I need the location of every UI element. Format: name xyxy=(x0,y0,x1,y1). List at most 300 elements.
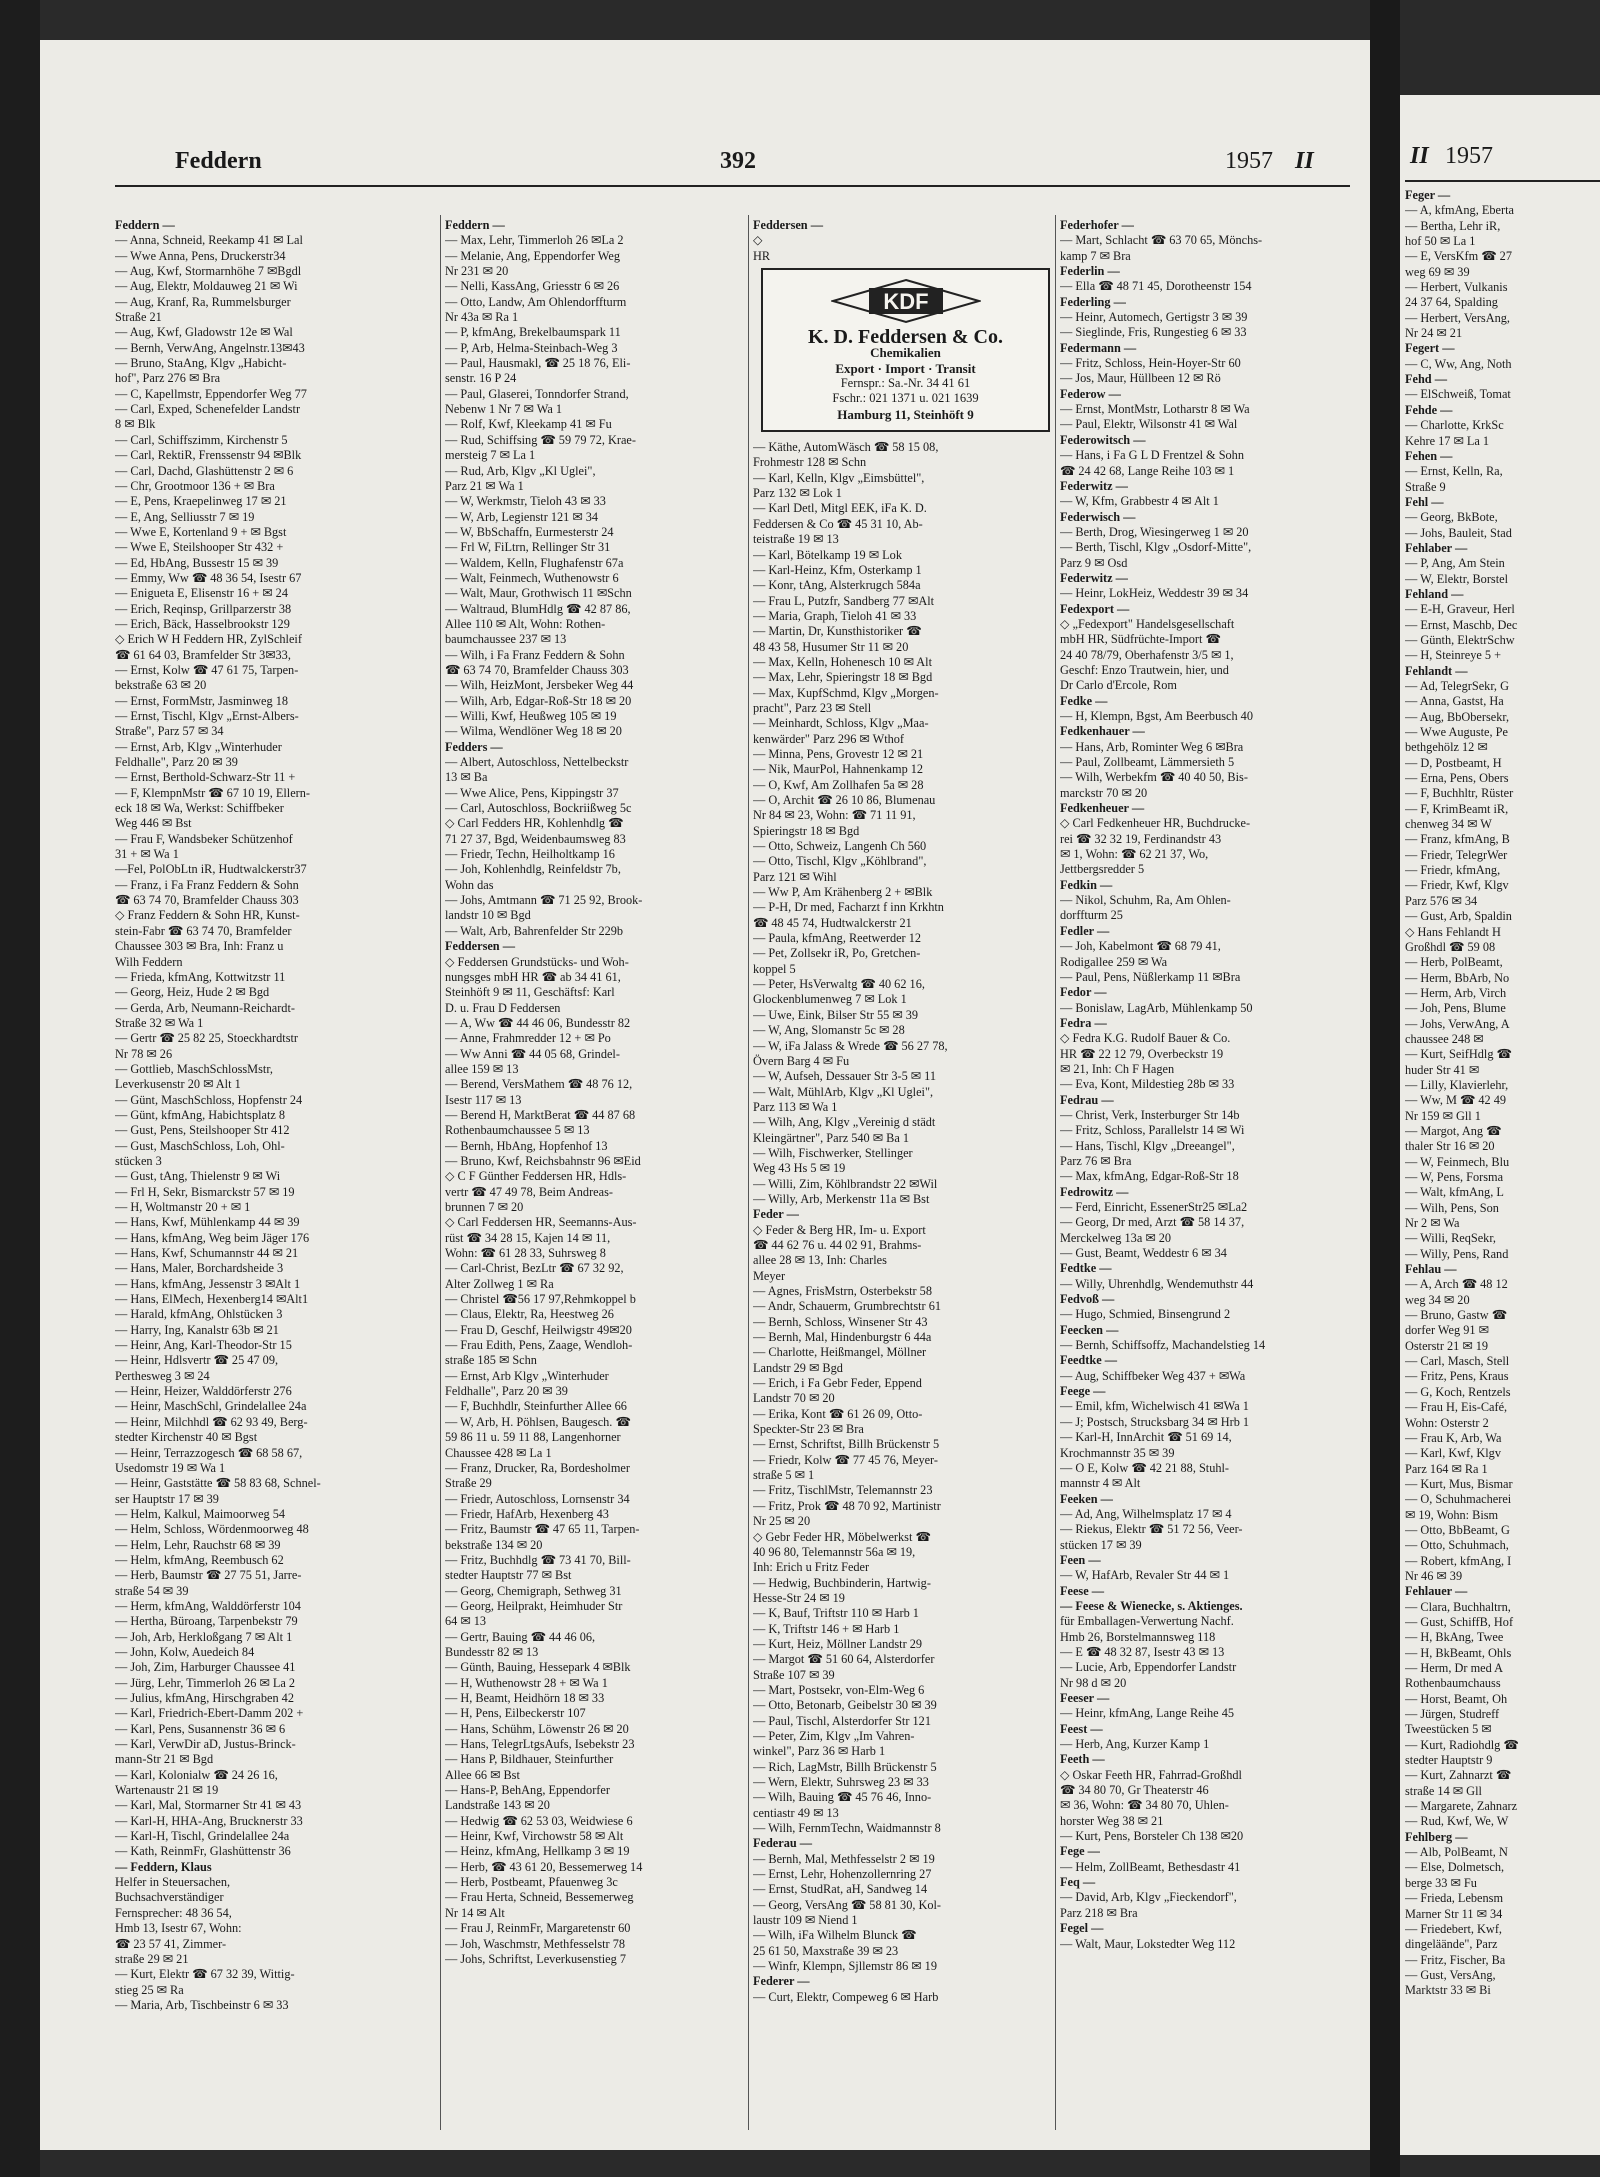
directory-entry: — Karl-Heinz, Kfm, Osterkamp 1 xyxy=(753,562,922,577)
running-head: Feddern xyxy=(175,148,262,174)
directory-entry: — Kurt, Elektr ☎ 67 32 39, Wittig- xyxy=(115,1967,295,1982)
directory-entry: dorfer Weg 91 ✉ xyxy=(1405,1323,1489,1338)
directory-entry: — Herm, Arb, Virch xyxy=(1405,985,1507,1000)
directory-entry: 71 27 37, Bgd, Weidenbaumsweg 83 xyxy=(445,831,626,846)
directory-entry: — Fritz, Buchhdlg ☎ 73 41 70, Bill- xyxy=(445,1552,631,1567)
directory-entry: Spieringstr 18 ✉ Bgd xyxy=(753,823,860,838)
directory-entry: — Erna, Pens, Obers xyxy=(1405,771,1509,786)
directory-entry: — Frau H, Eis-Café, xyxy=(1405,1400,1508,1415)
directory-entry: Landstr 29 ✉ Bgd xyxy=(753,1360,843,1375)
directory-entry: — Georg, VersAng ☎ 58 81 30, Kol- xyxy=(753,1897,942,1912)
directory-entry: Feen — xyxy=(1060,1552,1101,1567)
directory-entry: Speckter-Str 23 ✉ Bra xyxy=(753,1422,864,1437)
directory-entry: Rothenbaumchaussee 5 ✉ 13 xyxy=(445,1123,590,1138)
directory-entry: — Wilh, Bauing ☎ 45 76 46, Inno- xyxy=(753,1790,932,1805)
directory-entry: — Wwe Alice, Pens, Kippingstr 37 xyxy=(445,785,619,800)
directory-entry: — Erika, Kont ☎ 61 26 09, Otto- xyxy=(753,1406,923,1421)
directory-entry: — W, Werkmstr, Tieloh 43 ✉ 33 xyxy=(445,494,606,509)
directory-entry: — F, KlempnMstr ☎ 67 10 19, Ellern- xyxy=(115,785,311,800)
directory-entry: Fedra — xyxy=(1060,1015,1107,1030)
directory-entry: Nr 43a ✉ Ra 1 xyxy=(445,310,519,325)
directory-entry: — Fritz, Fischer, Ba xyxy=(1405,1952,1506,1967)
directory-entry: allee 159 ✉ 13 xyxy=(445,1061,519,1076)
directory-entry: — E-H, Graveur, Herl xyxy=(1405,602,1515,617)
directory-entry: — Mart, Postsekr, von-Elm-Weg 6 xyxy=(753,1682,925,1697)
directory-entry: berge 33 ✉ Fu xyxy=(1405,1875,1477,1890)
directory-entry: 40 96 80, Telemannstr 56a ✉ 19, xyxy=(753,1544,916,1559)
directory-entry: Alter Zollweg 1 ✉ Ra xyxy=(445,1276,554,1291)
directory-entry: — Paul, Hausmakl, ☎ 25 18 76, Eli- xyxy=(445,356,631,371)
directory-entry: — Johs, Schriftst, Leverkusenstieg 7 xyxy=(445,1951,627,1966)
directory-entry: — David, Arb, Klgv „Fieckendorf", xyxy=(1060,1890,1237,1905)
directory-entry: Nr 24 ✉ 21 xyxy=(1405,326,1463,341)
directory-entry: — W, Arb, H. Pöhlsen, Baugesch. ☎ xyxy=(445,1414,631,1429)
directory-entry: Marner Str 11 ✉ 34 xyxy=(1405,1906,1503,1921)
directory-entry: — Otto, Tischl, Klgv „Köhlbrand", xyxy=(753,854,927,869)
directory-entry: — Paula, kfmAng, Reetwerder 12 xyxy=(753,931,922,946)
directory-entry: Tweestücken 5 ✉ xyxy=(1405,1722,1492,1737)
directory-entry: — Rolf, Kwf, Kleekamp 41 ✉ Fu xyxy=(445,417,612,432)
directory-entry: — E, VersKfm ☎ 27 xyxy=(1405,249,1512,264)
directory-entry: Parz 218 ✉ Bra xyxy=(1060,1905,1138,1920)
directory-entry: kamp 7 ✉ Bra xyxy=(1060,248,1131,263)
directory-entry: — W, Aufseh, Dessauer Str 3-5 ✉ 11 xyxy=(753,1069,937,1084)
directory-entry: — W, Arb, Legienstr 121 ✉ 34 xyxy=(445,509,599,524)
directory-entry: Federwisch — xyxy=(1060,509,1136,524)
directory-entry: — Sieglinde, Fris, Rungestieg 6 ✉ 33 xyxy=(1060,325,1247,340)
directory-entry: — Wwe Auguste, Pe xyxy=(1405,725,1508,740)
directory-entry: — Rud, Kwf, We, W xyxy=(1405,1814,1509,1829)
directory-entry: — Wilh, Arb, Edgar-Roß-Str 18 ✉ 20 xyxy=(445,693,632,708)
directory-entry: — Ella ☎ 48 71 45, Dorotheenstr 154 xyxy=(1060,279,1252,294)
directory-entry: — Käthe, AutomWäsch ☎ 58 15 08, xyxy=(753,440,939,455)
directory-entry: — Paul, Pens, Nüßlerkamp 11 ✉Bra xyxy=(1060,969,1241,984)
directory-entry: marckstr 70 ✉ 20 xyxy=(1060,785,1148,800)
directory-entry: Federhofer — xyxy=(1060,218,1134,232)
directory-entry: Krochmannstr 35 ✉ 39 xyxy=(1060,1445,1175,1460)
directory-entry: pracht", Parz 23 ✉ Stell xyxy=(753,700,872,715)
directory-entry: Feeth — xyxy=(1060,1752,1105,1767)
directory-entry: — Ernst, Berthold-Schwarz-Str 11 + xyxy=(115,770,296,785)
directory-entry: — Carl, Exped, Schenefelder Landstr xyxy=(115,402,301,417)
directory-entry: — Rud, Arb, Klgv „Kl Uglei", xyxy=(445,463,596,478)
column-divider xyxy=(748,215,749,2130)
directory-entry: mann-Str 21 ✉ Bgd xyxy=(115,1752,214,1767)
directory-entry: stücken 3 xyxy=(115,1153,162,1168)
column-2 xyxy=(445,218,745,1967)
directory-entry: Feege — xyxy=(1060,1384,1106,1399)
directory-entry: bekstraße 134 ✉ 20 xyxy=(445,1537,543,1552)
directory-entry: Frohmestr 128 ✉ Schn xyxy=(753,455,867,470)
directory-entry: — Johs, Amtmann ☎ 71 25 92, Brook- xyxy=(445,893,643,908)
directory-entry: — Wilh, iFa Wilhelm Blunck ☎ xyxy=(753,1928,917,1943)
directory-entry: — O, Kwf, Am Zollhafen 5a ✉ 28 xyxy=(753,777,924,792)
directory-entry: — Heinr, Terrazzogesch ☎ 68 58 67, xyxy=(115,1445,303,1460)
directory-entry: ☎ 63 74 70, Bramfelder Chauss 303 xyxy=(115,893,299,908)
directory-entry: Kehre 17 ✉ La 1 xyxy=(1405,433,1490,448)
directory-entry: — Wilma, Wendlöner Weg 18 ✉ 20 xyxy=(445,724,622,739)
directory-entry: — Frau J, ReinmFr, Margaretenstr 60 xyxy=(445,1921,631,1936)
directory-entry: vertr ☎ 47 49 78, Beim Andreas- xyxy=(445,1184,613,1199)
ad-subtitle: Chemikalien xyxy=(870,345,941,361)
directory-entry: — Karl, Kolonialw ☎ 24 26 16, xyxy=(115,1767,278,1782)
directory-entry: — Bernh, Schiffsoffz, Machandelstieg 14 xyxy=(1060,1338,1266,1353)
directory-entry: bekstraße 63 ✉ 20 xyxy=(115,678,207,693)
directory-entry: — K, Bauf, Triftstr 110 ✉ Harb 1 xyxy=(753,1606,919,1621)
directory-entry: — Frieda, Lebensm xyxy=(1405,1891,1504,1906)
directory-entry: — Paul, Elektr, Wilsonstr 41 ✉ Wal xyxy=(1060,417,1238,432)
directory-entry: — Ernst, Kelln, Ra, xyxy=(1405,464,1503,479)
directory-entry: Nr 159 ✉ Gll 1 xyxy=(1405,1108,1481,1123)
directory-entry: Feest — xyxy=(1060,1721,1103,1736)
directory-entry: — Heinr, MaschSchl, Grindelallee 24a xyxy=(115,1399,307,1414)
directory-entry: — Bernh, VerwAng, Angelnstr.13✉43 xyxy=(115,340,305,355)
page-number: 392 xyxy=(720,148,756,174)
directory-entry: — Helm, ZollBeamt, Bethesdastr 41 xyxy=(1060,1859,1241,1874)
directory-entry: — Andr, Schauerm, Grumbrechtstr 61 xyxy=(753,1299,942,1314)
directory-entry: — Rich, LagMstr, Billh Brückenstr 5 xyxy=(753,1759,937,1774)
directory-entry: — Rud, Schiffsing ☎ 59 79 72, Krae- xyxy=(445,432,636,447)
directory-entry: — Hans, Maler, Borchardsheide 3 xyxy=(115,1261,284,1276)
directory-entry: — Ww P, Am Krähenberg 2 + ✉Blk xyxy=(753,885,933,900)
directory-entry: — H, Woltmanstr 20 + ✉ 1 xyxy=(115,1200,251,1214)
directory-entry: — Frau F, Wandsbeker Schützenhof xyxy=(115,831,293,846)
directory-entry: — Georg, Chemigraph, Sethweg 31 xyxy=(445,1583,622,1598)
directory-entry: — Agnes, FrisMstrn, Osterbekstr 58 xyxy=(753,1284,932,1298)
directory-entry: — P-H, Dr med, Facharzt f inn Krkhtn xyxy=(753,900,944,915)
directory-entry: Wohn: ☎ 61 28 33, Suhrsweg 8 xyxy=(445,1246,606,1261)
directory-entry: — Friedebert, Kwf, xyxy=(1405,1921,1502,1936)
directory-entry: Feldhalle", Parz 20 ✉ 39 xyxy=(115,755,238,770)
directory-entry: — Frieda, kfmAng, Kottwitzstr 11 xyxy=(115,969,286,984)
directory-entry: — Max, Lehr, Spieringstr 18 ✉ Bgd xyxy=(753,670,933,685)
directory-entry: Nr 231 ✉ 20 xyxy=(445,264,509,279)
directory-entry: Parz 113 ✉ Wa 1 xyxy=(753,1099,838,1114)
directory-entry: — F, Buchhdlr, Steinfurther Allee 66 xyxy=(445,1399,627,1414)
directory-entry: — Carl, Schiffszimm, Kirchenstr 5 xyxy=(115,432,288,447)
directory-entry: laustr 109 ✉ Niend 1 xyxy=(753,1913,858,1928)
directory-entry: — Willy, Pens, Rand xyxy=(1405,1246,1509,1261)
directory-entry: Nr 84 ✉ 23, Wohn: ☎ 71 11 91, xyxy=(753,808,916,823)
directory-entry: 13 ✉ Ba xyxy=(445,770,488,785)
directory-entry: — Riekus, Elektr ☎ 51 72 56, Veer- xyxy=(1060,1522,1243,1537)
directory-entry: Nebenw 1 Nr 7 ✉ Wa 1 xyxy=(445,402,563,417)
directory-entry: ☎ 48 45 74, Hudtwalckerstr 21 xyxy=(753,915,912,930)
directory-entry: teistraße 19 ✉ 13 xyxy=(753,532,839,547)
directory-entry: ◇ Hans Fehlandt H xyxy=(1405,924,1501,939)
directory-entry: kenwärder" Parz 296 ✉ Wthof xyxy=(753,731,904,746)
directory-entry: Federwitz — xyxy=(1060,570,1128,585)
directory-entry: — Curt, Elektr, Compeweg 6 ✉ Harb xyxy=(753,1989,939,2004)
directory-entry: — Enigueta E, Elisenstr 16 + ✉ 24 xyxy=(115,586,288,601)
directory-entry: ◇ Franz Feddern & Sohn HR, Kunst- xyxy=(115,908,300,923)
directory-entry: Fedkenheuer — xyxy=(1060,801,1145,816)
directory-entry: — Heinr, Automech, Gertigstr 3 ✉ 39 xyxy=(1060,310,1248,325)
directory-entry: Fedrau — xyxy=(1060,1092,1114,1107)
directory-entry: — Fritz, Pens, Kraus xyxy=(1405,1369,1509,1384)
directory-entry: ◇ Feder & Berg HR, Im- u. Export xyxy=(753,1222,926,1237)
directory-entry: ◇ Oskar Feeth HR, Fahrrad-Großhdl xyxy=(1060,1767,1242,1782)
directory-entry: — Feese & Wienecke, s. Aktienges. xyxy=(1060,1598,1243,1613)
directory-entry: Feder — xyxy=(753,1207,799,1222)
directory-entry: — Fritz, Schloss, Hein-Hoyer-Str 60 xyxy=(1060,356,1241,371)
directory-entry: Federau — xyxy=(753,1836,813,1851)
directory-entry: — Karl, Kwf, Klgv xyxy=(1405,1446,1501,1461)
directory-entry: — Max, Kelln, Hohenesch 10 ✉ Alt xyxy=(753,654,933,669)
directory-entry: — Kurt, Pens, Borsteler Ch 138 ✉20 xyxy=(1060,1829,1244,1844)
column-3 xyxy=(753,218,1050,2005)
directory-entry: — Ernst, FormMstr, Jasminweg 18 xyxy=(115,693,289,708)
directory-entry: — C, Kapellmstr, Eppendorfer Weg 77 xyxy=(115,386,307,401)
directory-entry: — W, BbSchaffn, Eurmesterstr 24 xyxy=(445,524,614,539)
directory-entry: — Helm, kfmAng, Reembusch 62 xyxy=(115,1552,284,1567)
directory-entry: — Max, KupfSchmd, Klgv „Morgen- xyxy=(753,685,939,700)
directory-entry: stedter Hauptstr 9 xyxy=(1405,1753,1493,1768)
directory-entry: mbH HR, Südfrüchte-Import ☎ xyxy=(1060,632,1221,647)
directory-entry: — H, Klempn, Bgst, Am Beerbusch 40 xyxy=(1060,709,1253,723)
directory-page xyxy=(40,40,1370,2150)
directory-entry: ✉ 36, Wohn: ☎ 34 80 70, Uhlen- xyxy=(1060,1798,1229,1813)
directory-entry: Großhdl ☎ 59 08 xyxy=(1405,939,1496,954)
scan-left-edge xyxy=(0,0,40,2177)
directory-entry: — A, Arch ☎ 48 12 xyxy=(1405,1277,1508,1292)
ad-trade: Export · Import · Transit xyxy=(835,360,976,376)
directory-entry: — Friedr, Techn, Heilholtkamp 16 xyxy=(445,847,615,862)
directory-entry: — Heinz, kfmAng, Hellkamp 3 ✉ 19 xyxy=(445,1844,630,1859)
directory-entry: — Frau K, Arb, Wa xyxy=(1405,1430,1502,1445)
directory-entry: — Jürg, Lehr, Timmerloh 26 ✉ La 2 xyxy=(115,1675,296,1690)
directory-entry: — Walt, kfmAng, L xyxy=(1405,1185,1504,1200)
directory-entry: — Wwe E, Kortenland 9 + ✉ Bgst xyxy=(115,524,287,539)
directory-entry: — Ww, M ☎ 42 49 xyxy=(1405,1093,1507,1108)
directory-entry: — Karl-H, InnArchit ☎ 51 69 14, xyxy=(1060,1430,1232,1445)
directory-entry: — Gertr ☎ 25 82 25, Stoeckhardtstr xyxy=(115,1031,299,1046)
directory-entry: Inh: Erich u Fritz Feder xyxy=(753,1560,870,1575)
directory-entry: — Aug, Kwf, Gladowstr 12e ✉ Wal xyxy=(115,325,293,340)
directory-entry: — Peter, Zim, Klgv „Im Vahren- xyxy=(753,1728,915,1743)
directory-entry: — Heinr, Milchhdl ☎ 62 93 49, Berg- xyxy=(115,1414,308,1429)
directory-entry: Feddersen — xyxy=(753,218,824,232)
directory-entry: — A, Ww ☎ 44 46 06, Bundesstr 82 xyxy=(445,1015,631,1030)
directory-entry: — Emil, kfm, Wichelwisch 41 ✉Wa 1 xyxy=(1060,1399,1249,1414)
directory-entry: — Wilh, Ang, Klgv „Vereinig d städt xyxy=(753,1115,936,1130)
directory-entry: Fedke — xyxy=(1060,693,1108,708)
directory-entry: — Georg, Heiz, Hude 2 ✉ Bgd xyxy=(115,985,270,1000)
directory-entry: — Günth, ElektrSchw xyxy=(1405,632,1515,647)
directory-entry: — Frau Edith, Pens, Zaage, Wendloh- xyxy=(445,1338,633,1353)
directory-entry: — Willi, Kwf, Heußweg 105 ✉ 19 xyxy=(445,709,617,723)
directory-entry: — Carl-Christ, BezLtr ☎ 67 32 92, xyxy=(445,1261,624,1276)
directory-entry: — Friedr, Kolw ☎ 77 45 76, Meyer- xyxy=(753,1452,938,1467)
directory-entry: — Ernst, Tischl, Klgv „Ernst-Albers- xyxy=(115,709,299,723)
directory-entry: — P, Ang, Am Stein xyxy=(1405,556,1505,571)
directory-entry: Federlin — xyxy=(1060,264,1120,279)
directory-entry: — Carl, Autoschloss, Bockriißweg 5c xyxy=(445,801,632,816)
directory-entry: Federowitsch — xyxy=(1060,432,1146,447)
directory-entry: straße 185 ✉ Schn xyxy=(445,1353,537,1368)
directory-entry: Buchsachverständiger xyxy=(115,1890,224,1905)
directory-entry: stein-Fabr ☎ 63 74 70, Bramfelder xyxy=(115,923,292,938)
header-rule xyxy=(115,185,1350,187)
directory-entry: — Aug, Kwf, Stormarnhöhe 7 ✉Bgdl xyxy=(115,264,302,279)
directory-entry: — Hans, ElMech, Hexenberg14 ✉Alt1 xyxy=(115,1292,309,1307)
directory-entry: — Ernst, Lehr, Hohenzollernring 27 xyxy=(753,1867,932,1882)
directory-entry: straße 54 ✉ 39 xyxy=(115,1583,189,1598)
directory-entry: — Willy, Uhrenhdlg, Wendemuthstr 44 xyxy=(1060,1276,1254,1291)
directory-entry: — Ernst, Arb Klgv „Winterhuder xyxy=(445,1368,609,1383)
directory-entry: Hmb 26, Borstelmannsweg 118 xyxy=(1060,1629,1216,1644)
directory-entry: stieg 25 ✉ Ra xyxy=(115,1982,184,1997)
directory-entry: — Karl, Pens, Susannenstr 36 ✉ 6 xyxy=(115,1721,286,1736)
directory-entry: — Gust, Arb, Spaldin xyxy=(1405,909,1512,924)
directory-entry: — Fritz, Prok ☎ 48 70 92, Martinistr xyxy=(753,1498,941,1513)
directory-entry: — Friedr, kfmAng, xyxy=(1405,863,1501,878)
directory-entry: — Herb, Ang, Kurzer Kamp 1 xyxy=(1060,1737,1210,1752)
directory-entry: — Margot ☎ 51 60 64, Alsterdorfer xyxy=(753,1652,935,1667)
directory-entry: — Karl, VerwDir aD, Justus-Brinck- xyxy=(115,1737,296,1752)
directory-entry: — Berth, Drog, Wiesingerweg 1 ✉ 20 xyxy=(1060,524,1249,539)
directory-entry: — Helm, Lehr, Rauchstr 68 ✉ 39 xyxy=(115,1537,281,1552)
directory-entry: Isestr 117 ✉ 13 xyxy=(445,1092,522,1107)
directory-entry: — Herbert, VersAng, xyxy=(1405,310,1510,325)
directory-entry: — Minna, Pens, Grovestr 12 ✉ 21 xyxy=(753,746,924,761)
directory-entry: stedter Kirchenstr 40 ✉ Bgst xyxy=(115,1430,258,1445)
directory-entry: — Willi, ReqSekr, xyxy=(1405,1231,1497,1246)
directory-entry: — O, Archit ☎ 26 10 86, Blumenau xyxy=(753,793,936,807)
directory-entry: Jettbergsredder 5 xyxy=(1060,862,1145,877)
directory-entry: — Friedr, HafArb, Hexenberg 43 xyxy=(445,1506,609,1521)
directory-entry: — Herb, PolBeamt, xyxy=(1405,955,1503,970)
advertisement-kdf xyxy=(761,268,1050,432)
directory-entry: Feger — xyxy=(1405,188,1451,202)
directory-entry: Nr 98 d ✉ 20 xyxy=(1060,1675,1127,1690)
directory-entry: Landstr 70 ✉ 20 xyxy=(753,1391,835,1406)
directory-entry: — Heinr, Hdlsvertr ☎ 25 47 09, xyxy=(115,1353,279,1368)
directory-entry: — W, Elektr, Borstel xyxy=(1405,571,1508,586)
directory-entry: Fehlau — xyxy=(1405,1262,1457,1277)
directory-entry: Fehen — xyxy=(1405,448,1453,463)
directory-entry: Straße 107 ✉ 39 xyxy=(753,1667,835,1682)
directory-entry: — W, Pens, Forsma xyxy=(1405,1170,1504,1184)
directory-entry: Nr 14 ✉ Alt xyxy=(445,1905,505,1920)
directory-entry: Fedkin — xyxy=(1060,877,1113,892)
directory-entry: Chaussee 303 ✉ Bra, Inh: Franz u xyxy=(115,939,284,954)
directory-entry: Geschf: Enzo Trautwein, hier, und xyxy=(1060,662,1229,677)
directory-entry: Perthesweg 3 ✉ 24 xyxy=(115,1368,210,1383)
directory-entry: landstr 10 ✉ Bgd xyxy=(445,908,531,923)
directory-entry: Fehd — xyxy=(1405,372,1448,387)
directory-entry: hof", Parz 276 ✉ Bra xyxy=(115,371,221,386)
directory-entry: ◇ Fedra K.G. Rudolf Bauer & Co. xyxy=(1060,1031,1231,1046)
directory-entry: — Joh, Pens, Blume xyxy=(1405,1001,1506,1016)
directory-entry: Wartenaustr 21 ✉ 19 xyxy=(115,1783,219,1798)
directory-entry: — Walt, Feinmech, Wuthenowstr 6 xyxy=(445,570,619,585)
directory-entry: — H, Steinreye 5 + xyxy=(1405,648,1502,663)
directory-entry: Feecken — xyxy=(1060,1322,1119,1337)
directory-entry: — Fritz, Baumstr ☎ 47 65 11, Tarpen- xyxy=(445,1522,640,1537)
column-divider xyxy=(440,215,441,2130)
directory-entry: Feddern — xyxy=(445,218,505,232)
directory-entry: — Otto, Betonarb, Geibelstr 30 ✉ 39 xyxy=(753,1698,937,1713)
directory-entry: Nr 46 ✉ 39 xyxy=(1405,1568,1463,1583)
directory-entry: — Otto, Schweiz, Langenh Ch 560 xyxy=(753,839,927,854)
directory-entry: — Berend, VersMathem ☎ 48 76 12, xyxy=(445,1077,633,1092)
directory-entry: HR ☎ 22 12 79, Overbeckstr 19 xyxy=(1060,1046,1224,1061)
directory-entry: — O E, Kolw ☎ 42 21 88, Stuhl- xyxy=(1060,1460,1230,1475)
directory-entry: — E, Pens, Kraepelinweg 17 ✉ 21 xyxy=(115,494,287,509)
directory-entry: Parz 21 ✉ Wa 1 xyxy=(445,478,524,493)
directory-entry: — Ernst, StudRat, aH, Sandweg 14 xyxy=(753,1882,928,1897)
directory-entry: — Anna, Gastst, Ha xyxy=(1405,694,1504,709)
directory-entry: 59 86 11 u. 59 11 88, Langenhorner xyxy=(445,1430,621,1445)
directory-entry: — Franz, kfmAng, B xyxy=(1405,832,1510,847)
directory-entry: — Bernh, Mal, Methfesselstr 2 ✉ 19 xyxy=(753,1851,935,1866)
directory-entry: straße 5 ✉ 1 xyxy=(753,1468,815,1483)
directory-entry: — W, iFa Jalass & Wrede ☎ 56 27 78, xyxy=(753,1038,948,1053)
directory-entry: — Hans, kfmAng, Jessenstr 3 ✉Alt 1 xyxy=(115,1276,301,1291)
directory-entry: Wohn: Osterstr 2 xyxy=(1405,1415,1489,1430)
directory-entry: — Georg, BkBote, xyxy=(1405,510,1498,525)
directory-entry: — John, Kolw, Auedeich 84 xyxy=(115,1644,255,1659)
directory-entry: Straße", Parz 57 ✉ 34 xyxy=(115,724,224,739)
directory-entry: — Heinr, Ang, Karl-Theodor-Str 15 xyxy=(115,1338,292,1353)
directory-entry: — Friedr, Autoschloss, Lornsenstr 34 xyxy=(445,1491,630,1506)
directory-entry: — Fritz, TischlMstr, Telemannstr 23 xyxy=(753,1483,933,1498)
directory-entry: — Joh, Kabelmont ☎ 68 79 41, xyxy=(1060,939,1221,954)
directory-entry: — Karl, Friedrich-Ebert-Damm 202 + xyxy=(115,1706,304,1721)
directory-entry: — Georg, Heilprakt, Heimhuder Str xyxy=(445,1598,623,1613)
directory-entry: Steinhöft 9 ✉ 11, Geschäftsf: Karl xyxy=(445,985,615,1000)
directory-entry: ◇ xyxy=(753,233,763,248)
directory-entry: — Frl H, Sekr, Bismarckstr 57 ✉ 19 xyxy=(115,1184,295,1199)
directory-entry: — Carl, RektiR, Frenssenstr 94 ✉Blk xyxy=(115,448,302,463)
directory-entry: — Wern, Elektr, Suhrsweg 23 ✉ 33 xyxy=(753,1775,929,1789)
directory-entry: — Ad, Ang, Wilhelmsplatz 17 ✉ 4 xyxy=(1060,1506,1232,1521)
directory-entry: — Else, Dolmetsch, xyxy=(1405,1860,1505,1875)
directory-entry: — Ad, TelegrSekr, G xyxy=(1405,679,1509,693)
directory-entry: Bundesstr 82 ✉ 13 xyxy=(445,1644,539,1659)
directory-entry: — P, Arb, Helma-Steinbach-Weg 3 xyxy=(445,340,618,355)
directory-entry: — Otto, BbBeamt, G xyxy=(1405,1522,1510,1537)
directory-entry: — Karl Detl, Mitgl EEK, iFa K. D. xyxy=(753,501,927,516)
directory-entry: — Uwe, Eink, Bilser Str 55 ✉ 39 xyxy=(753,1007,919,1022)
directory-entry: — Gust, MaschSchloss, Loh, Ohl- xyxy=(115,1138,285,1153)
directory-entry: Parz 164 ✉ Ra 1 xyxy=(1405,1461,1488,1476)
directory-entry: — Anne, Frahmredder 12 + ✉ Po xyxy=(445,1031,611,1046)
next-header-rule xyxy=(1405,180,1600,182)
directory-entry: — Bonislaw, LagArb, Mühlenkamp 50 xyxy=(1060,1000,1253,1015)
column-4 xyxy=(1060,218,1360,1952)
directory-entry: — Gust, SchiffB, Hof xyxy=(1405,1614,1514,1629)
directory-entry: ◇ Feddersen Grundstücks- und Woh- xyxy=(445,954,629,969)
directory-entry: — Feddern, Klaus xyxy=(115,1859,212,1874)
directory-entry: HR xyxy=(753,248,771,263)
directory-entry: Helfer in Steuersachen, xyxy=(115,1875,231,1890)
directory-entry: — Heinr, Gaststätte ☎ 58 83 68, Schnel- xyxy=(115,1476,321,1491)
directory-entry: Chaussee 428 ✉ La 1 xyxy=(445,1445,552,1460)
directory-entry: Federow — xyxy=(1060,386,1121,401)
directory-entry: Feese — xyxy=(1060,1583,1105,1598)
directory-entry: — Margot, Ang ☎ xyxy=(1405,1123,1502,1138)
directory-entry: — Hans, kfmAng, Weg beim Jäger 176 xyxy=(115,1230,310,1245)
directory-entry: Parz 576 ✉ 34 xyxy=(1405,893,1478,908)
directory-entry: hof 50 ✉ La 1 xyxy=(1405,234,1476,249)
directory-entry: rei ☎ 32 32 19, Ferdinandstr 43 xyxy=(1060,831,1222,846)
directory-entry: — Charlotte, KrkSc xyxy=(1405,418,1504,433)
directory-entry: — W, HafArb, Revaler Str 44 ✉ 1 xyxy=(1060,1568,1230,1583)
directory-entry: — Alb, PolBeamt, N xyxy=(1405,1845,1508,1860)
directory-entry: — Berend H, MarktBerat ☎ 44 87 68 xyxy=(445,1107,636,1122)
